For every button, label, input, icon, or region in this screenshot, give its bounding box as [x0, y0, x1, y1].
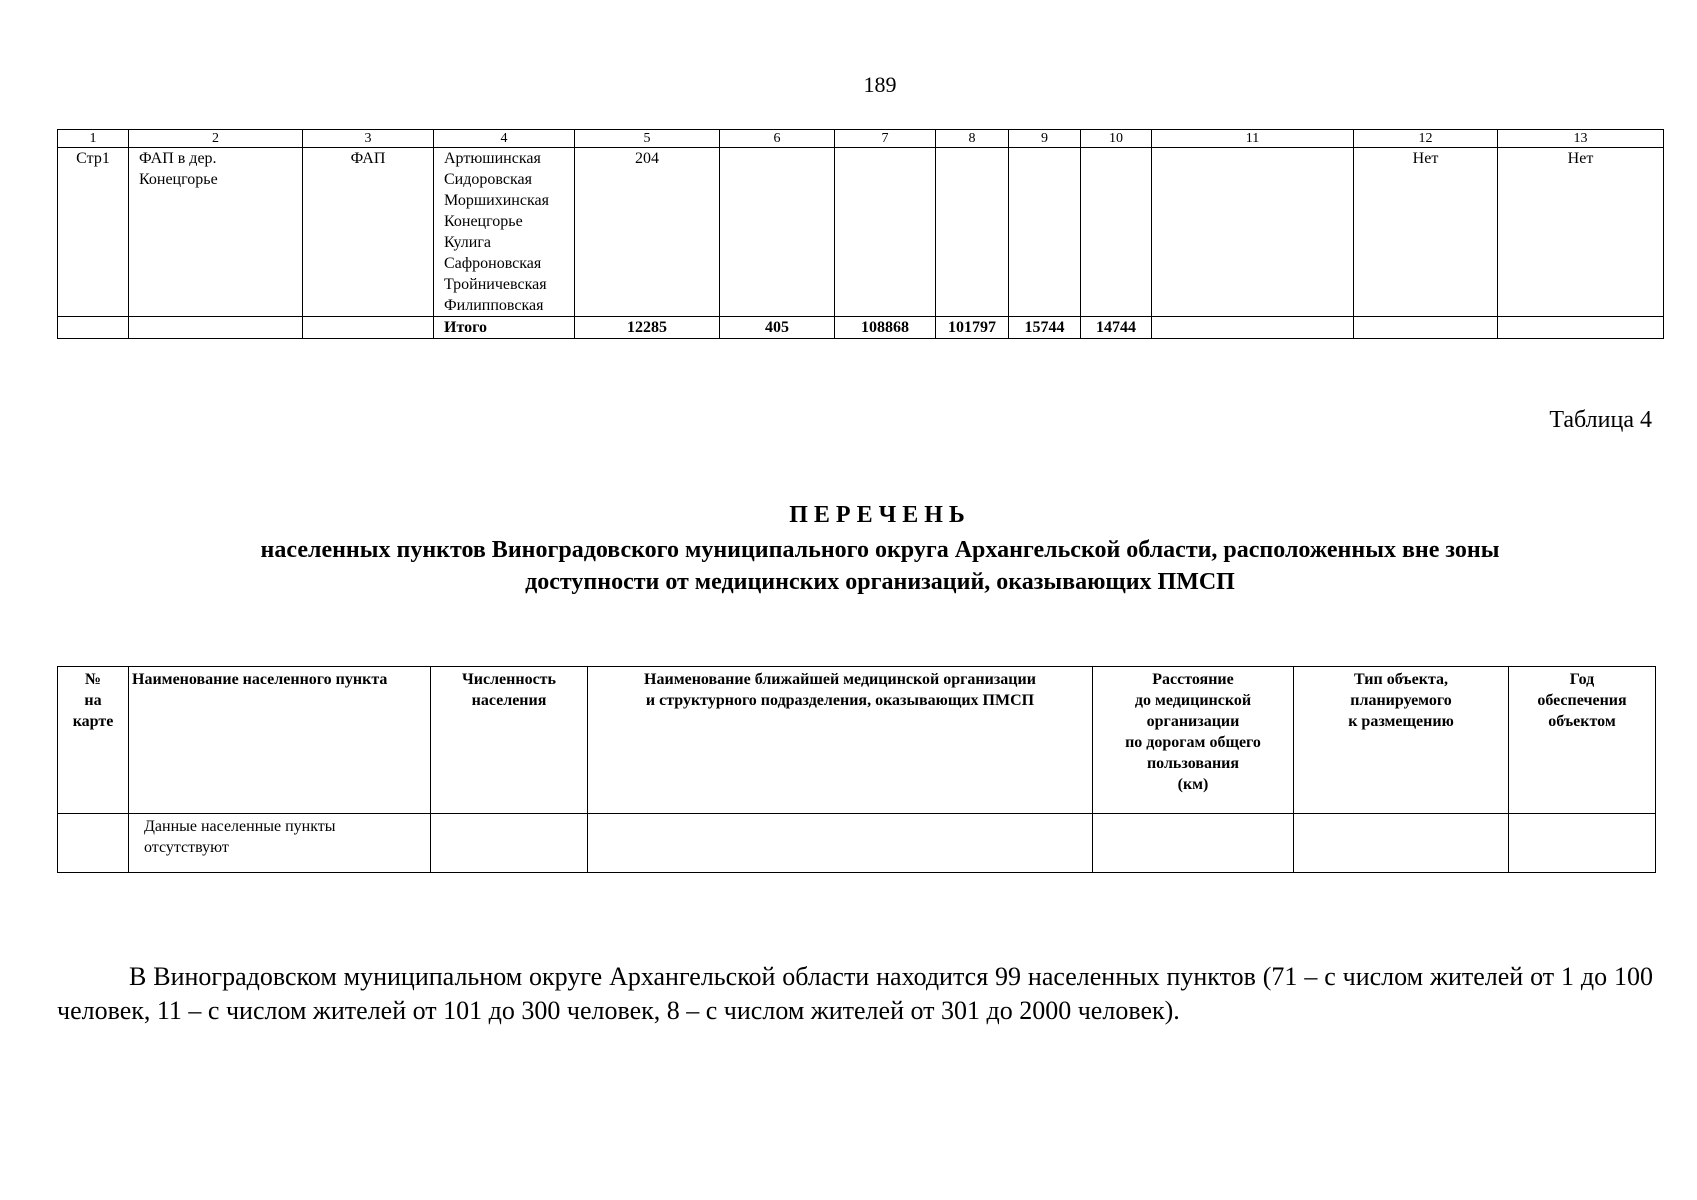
- total-value: 101797: [936, 317, 1009, 339]
- settlement-name: Сидоровская: [444, 171, 532, 188]
- table-cell: [720, 148, 835, 317]
- total-value: 15744: [1009, 317, 1081, 339]
- table-cell: [1509, 814, 1656, 873]
- table-cell: [1081, 148, 1152, 317]
- table-cell: [58, 814, 129, 873]
- settlements-table: [57, 666, 1656, 873]
- header-distance: [1093, 667, 1294, 814]
- total-value: 12285: [575, 317, 720, 339]
- header-line: до медицинской: [1134, 692, 1252, 709]
- table-row: [58, 148, 1664, 317]
- table-cell: [1498, 317, 1664, 339]
- column-number: 2: [129, 130, 303, 148]
- header-line: пользования: [1146, 755, 1240, 772]
- column-number: 7: [835, 130, 936, 148]
- column-number: 1: [58, 130, 129, 148]
- column-number: 6: [720, 130, 835, 148]
- population-cell: 204: [575, 148, 720, 317]
- subheading-line: населенных пунктов Виноградовского муниципального округа Архангельской области, расположенных вне зоны: [260, 537, 1500, 563]
- note-line: отсутствуют: [144, 839, 229, 856]
- header-line: карте: [72, 713, 114, 730]
- header-nearest-organization: [588, 667, 1093, 814]
- facility-name-line: Конецгорье: [139, 171, 218, 188]
- header-object-type: [1294, 667, 1509, 814]
- document-heading: ПЕРЕЧЕНЬ: [789, 502, 971, 528]
- column-number: 13: [1498, 130, 1664, 148]
- table-cell: [835, 148, 936, 317]
- total-value: 405: [720, 317, 835, 339]
- table-cell: [431, 814, 588, 873]
- document-subheading: [120, 534, 1640, 598]
- page-number: 189: [863, 72, 897, 97]
- table-cell: [1294, 814, 1509, 873]
- table-cell: [1354, 317, 1498, 339]
- settlement-name: Конецгорье: [444, 213, 523, 230]
- column-number: 9: [1009, 130, 1081, 148]
- header-line: планируемого: [1350, 692, 1452, 709]
- header-line: населения: [471, 692, 547, 709]
- column-number: 4: [434, 130, 575, 148]
- table-cell: Нет: [1354, 148, 1498, 317]
- table-cell: Нет: [1498, 148, 1664, 317]
- header-line: Год: [1569, 671, 1595, 688]
- header-year: [1509, 667, 1656, 814]
- total-row: [58, 317, 1664, 339]
- settlement-name: Кулига: [444, 234, 491, 251]
- column-number: 8: [936, 130, 1009, 148]
- settlement-name: Моршихинская: [444, 192, 549, 209]
- header-population: [431, 667, 588, 814]
- table-label: Таблица 4: [1549, 407, 1652, 433]
- table-cell: [129, 317, 303, 339]
- table-header-row: [58, 667, 1656, 814]
- column-number: 10: [1081, 130, 1152, 148]
- header-line: обеспечения: [1537, 692, 1627, 709]
- header-line: Тип объекта,: [1353, 671, 1448, 688]
- header-line: (км): [1177, 776, 1209, 793]
- header-line: на: [84, 692, 102, 709]
- header-line: по дорогам общего: [1125, 734, 1261, 751]
- facility-name: [129, 148, 303, 317]
- note-line: Данные населенные пункты: [144, 818, 336, 835]
- settlement-name: Филипповская: [444, 297, 544, 314]
- table-cell: [1152, 148, 1354, 317]
- table-cell: [303, 317, 434, 339]
- total-value: 14744: [1081, 317, 1152, 339]
- table-cell: [58, 317, 129, 339]
- total-value: 108868: [835, 317, 936, 339]
- continuation-table: [57, 129, 1664, 339]
- table-cell: [588, 814, 1093, 873]
- column-number: 11: [1152, 130, 1354, 148]
- table-row: [58, 814, 1656, 873]
- row-code: Стр1: [58, 148, 129, 317]
- total-label: Итого: [434, 317, 575, 339]
- header-line: Наименование ближайшей медицинской организации: [644, 671, 1036, 688]
- header-line: Расстояние: [1152, 671, 1234, 688]
- settlement-name: Тройничевская: [444, 276, 547, 293]
- column-number: 3: [303, 130, 434, 148]
- table-cell: [936, 148, 1009, 317]
- table-cell: [1093, 814, 1294, 873]
- column-number: 12: [1354, 130, 1498, 148]
- column-number-row: [58, 130, 1664, 148]
- header-settlement-name: Наименование населенного пункта: [129, 667, 431, 814]
- body-paragraph: В Виноградовском муниципальном округе Архангельской области находится 99 населенных пунктов (71 – с числом жителей от 1 до 100 человек, 11 – с числом жителей от 101 до 300 человек, 8 – с числом жителей от 301 до 2000 человек).: [57, 962, 1653, 1025]
- header-line: Численность: [462, 671, 556, 688]
- header-line: организации: [1146, 713, 1240, 730]
- facility-type: ФАП: [303, 148, 434, 317]
- header-line: и структурного подразделения, оказывающих ПМСП: [645, 692, 1035, 709]
- header-line: к размещению: [1348, 713, 1454, 730]
- column-number: 5: [575, 130, 720, 148]
- subheading-line: доступности от медицинских организаций, оказывающих ПМСП: [525, 569, 1235, 595]
- settlement-name: Артюшинская: [444, 150, 541, 167]
- facility-name-line: ФАП в дер.: [139, 150, 217, 167]
- table-cell: [1152, 317, 1354, 339]
- table-cell: [1009, 148, 1081, 317]
- settlement-name: Сафроновская: [444, 255, 542, 272]
- header-line: №: [84, 671, 102, 688]
- no-settlements-note: [129, 814, 431, 873]
- header-map-number: [58, 667, 129, 814]
- served-settlements: [434, 148, 575, 317]
- header-line: объектом: [1548, 713, 1616, 730]
